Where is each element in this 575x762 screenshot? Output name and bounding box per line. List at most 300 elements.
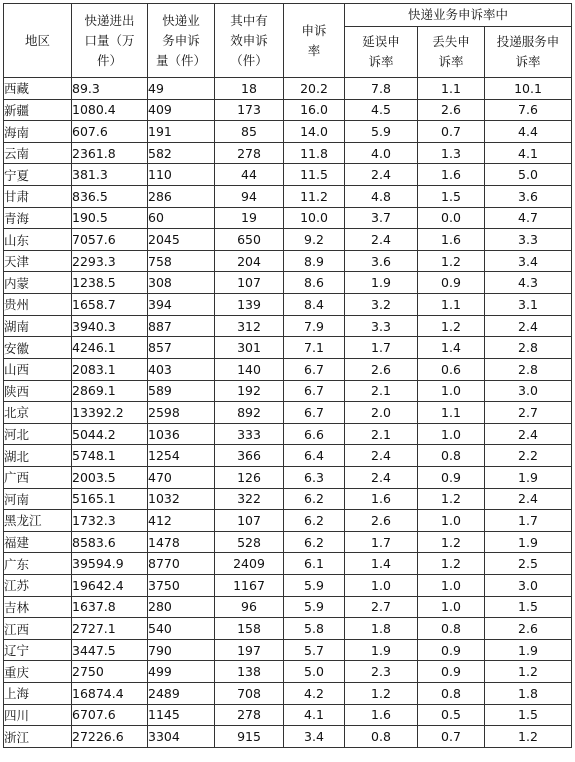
complaint-rate-cell: 6.7 bbox=[284, 402, 345, 424]
complaints-cell: 1036 bbox=[148, 423, 215, 445]
region-cell: 广西 bbox=[4, 466, 72, 488]
complaint-rate-cell: 6.2 bbox=[284, 488, 345, 510]
loss-rate-cell: 1.1 bbox=[418, 78, 485, 100]
loss-rate-cell: 1.0 bbox=[418, 510, 485, 532]
region-cell: 江苏 bbox=[4, 575, 72, 597]
loss-rate-cell: 1.6 bbox=[418, 229, 485, 251]
service-rate-cell: 1.5 bbox=[485, 596, 572, 618]
service-rate-cell: 2.7 bbox=[485, 402, 572, 424]
valid-complaints-cell: 138 bbox=[215, 661, 284, 683]
complaint-rate-cell: 11.8 bbox=[284, 142, 345, 164]
table-row bbox=[4, 358, 572, 380]
delay-rate-cell: 1.9 bbox=[345, 272, 418, 294]
region-cell: 山西 bbox=[4, 358, 72, 380]
valid-complaints-cell: 192 bbox=[215, 380, 284, 402]
header-rate-line-1: 申诉 bbox=[301, 22, 327, 38]
complaint-rate-cell: 7.1 bbox=[284, 337, 345, 359]
loss-rate-cell: 1.6 bbox=[418, 164, 485, 186]
valid-complaints-cell: 44 bbox=[215, 164, 284, 186]
service-rate-cell: 2.2 bbox=[485, 445, 572, 467]
valid-complaints-cell: 204 bbox=[215, 250, 284, 272]
complaint-rate-cell: 14.0 bbox=[284, 121, 345, 143]
table-row bbox=[4, 488, 572, 510]
service-rate-cell: 4.1 bbox=[485, 142, 572, 164]
region-cell: 西藏 bbox=[4, 78, 72, 100]
header-valid-complaints bbox=[215, 4, 284, 78]
table-row bbox=[4, 380, 572, 402]
loss-rate-cell: 1.0 bbox=[418, 380, 485, 402]
valid-complaints-cell: 140 bbox=[215, 358, 284, 380]
service-rate-cell: 1.9 bbox=[485, 466, 572, 488]
header-valid-line-1: 其中有 bbox=[230, 12, 268, 28]
table-row bbox=[4, 510, 572, 532]
table-row bbox=[4, 186, 572, 208]
table-row bbox=[4, 315, 572, 337]
region-cell: 甘肃 bbox=[4, 186, 72, 208]
table-row bbox=[4, 531, 572, 553]
complaints-cell: 49 bbox=[148, 78, 215, 100]
loss-rate-cell: 1.0 bbox=[418, 596, 485, 618]
complaints-cell: 2489 bbox=[148, 683, 215, 705]
header-valid-line-3: （件） bbox=[230, 52, 268, 68]
region-cell: 广东 bbox=[4, 553, 72, 575]
valid-complaints-cell: 915 bbox=[215, 726, 284, 748]
volume-cell: 13392.2 bbox=[72, 402, 148, 424]
volume-cell: 1732.3 bbox=[72, 510, 148, 532]
volume-cell: 89.3 bbox=[72, 78, 148, 100]
complaint-rate-cell: 6.2 bbox=[284, 531, 345, 553]
delay-rate-cell: 2.6 bbox=[345, 358, 418, 380]
table-row bbox=[4, 596, 572, 618]
complaints-cell: 412 bbox=[148, 510, 215, 532]
complaints-cell: 470 bbox=[148, 466, 215, 488]
loss-rate-cell: 0.9 bbox=[418, 272, 485, 294]
service-rate-cell: 3.3 bbox=[485, 229, 572, 251]
service-rate-cell: 4.7 bbox=[485, 207, 572, 229]
volume-cell: 16874.4 bbox=[72, 683, 148, 705]
valid-complaints-cell: 19 bbox=[215, 207, 284, 229]
volume-cell: 1658.7 bbox=[72, 294, 148, 316]
region-cell: 天津 bbox=[4, 250, 72, 272]
valid-complaints-cell: 1167 bbox=[215, 575, 284, 597]
complaints-cell: 1145 bbox=[148, 704, 215, 726]
volume-cell: 5165.1 bbox=[72, 488, 148, 510]
region-cell: 四川 bbox=[4, 704, 72, 726]
complaint-rate-cell: 8.6 bbox=[284, 272, 345, 294]
service-rate-cell: 3.0 bbox=[485, 380, 572, 402]
valid-complaints-cell: 366 bbox=[215, 445, 284, 467]
table-row bbox=[4, 553, 572, 575]
valid-complaints-cell: 312 bbox=[215, 315, 284, 337]
header-service-line-2: 诉率 bbox=[515, 54, 541, 69]
table-row bbox=[4, 726, 572, 748]
service-rate-cell: 1.9 bbox=[485, 531, 572, 553]
valid-complaints-cell: 96 bbox=[215, 596, 284, 618]
volume-cell: 2727.1 bbox=[72, 618, 148, 640]
service-rate-cell: 3.6 bbox=[485, 186, 572, 208]
table-row bbox=[4, 704, 572, 726]
header-volume bbox=[72, 4, 148, 78]
table-row bbox=[4, 207, 572, 229]
complaint-rate-cell: 11.2 bbox=[284, 186, 345, 208]
volume-cell: 5748.1 bbox=[72, 445, 148, 467]
header-service-rate bbox=[485, 27, 572, 78]
delay-rate-cell: 0.8 bbox=[345, 726, 418, 748]
complaints-cell: 286 bbox=[148, 186, 215, 208]
header-complaints-line-3: 量（件） bbox=[155, 52, 206, 68]
complaints-cell: 191 bbox=[148, 121, 215, 143]
loss-rate-cell: 1.5 bbox=[418, 186, 485, 208]
valid-complaints-cell: 892 bbox=[215, 402, 284, 424]
region-cell: 云南 bbox=[4, 142, 72, 164]
complaint-rate-cell: 5.9 bbox=[284, 575, 345, 597]
complaints-cell: 499 bbox=[148, 661, 215, 683]
delay-rate-cell: 2.7 bbox=[345, 596, 418, 618]
complaint-rate-cell: 4.1 bbox=[284, 704, 345, 726]
region-cell: 青海 bbox=[4, 207, 72, 229]
complaint-rate-cell: 10.0 bbox=[284, 207, 345, 229]
volume-cell: 607.6 bbox=[72, 121, 148, 143]
delay-rate-cell: 1.7 bbox=[345, 531, 418, 553]
complaint-rate-cell: 6.6 bbox=[284, 423, 345, 445]
table-row bbox=[4, 683, 572, 705]
table-row bbox=[4, 423, 572, 445]
loss-rate-cell: 2.6 bbox=[418, 99, 485, 121]
volume-cell: 2869.1 bbox=[72, 380, 148, 402]
complaints-cell: 8770 bbox=[148, 553, 215, 575]
complaint-rate-cell: 16.0 bbox=[284, 99, 345, 121]
volume-cell: 190.5 bbox=[72, 207, 148, 229]
loss-rate-cell: 0.9 bbox=[418, 639, 485, 661]
delay-rate-cell: 1.4 bbox=[345, 553, 418, 575]
complaints-cell: 887 bbox=[148, 315, 215, 337]
complaint-rate-cell: 7.9 bbox=[284, 315, 345, 337]
complaints-cell: 394 bbox=[148, 294, 215, 316]
service-rate-cell: 1.8 bbox=[485, 683, 572, 705]
complaints-cell: 2045 bbox=[148, 229, 215, 251]
complaint-rate-cell: 6.7 bbox=[284, 380, 345, 402]
delay-rate-cell: 1.6 bbox=[345, 704, 418, 726]
header-complaint-rate bbox=[284, 4, 345, 78]
complaints-cell: 790 bbox=[148, 639, 215, 661]
region-cell: 黑龙江 bbox=[4, 510, 72, 532]
header-loss-rate bbox=[418, 27, 485, 78]
loss-rate-cell: 0.9 bbox=[418, 466, 485, 488]
complaint-rate-cell: 11.5 bbox=[284, 164, 345, 186]
volume-cell: 2750 bbox=[72, 661, 148, 683]
volume-cell: 2361.8 bbox=[72, 142, 148, 164]
valid-complaints-cell: 94 bbox=[215, 186, 284, 208]
delay-rate-cell: 3.2 bbox=[345, 294, 418, 316]
loss-rate-cell: 0.8 bbox=[418, 683, 485, 705]
table-header bbox=[4, 4, 572, 78]
service-rate-cell: 2.6 bbox=[485, 618, 572, 640]
complaints-cell: 308 bbox=[148, 272, 215, 294]
table-row bbox=[4, 229, 572, 251]
complaints-cell: 60 bbox=[148, 207, 215, 229]
service-rate-cell: 1.2 bbox=[485, 726, 572, 748]
loss-rate-cell: 1.1 bbox=[418, 402, 485, 424]
complaints-cell: 758 bbox=[148, 250, 215, 272]
header-service-line-1: 投递服务申 bbox=[496, 34, 560, 49]
header-complaints bbox=[148, 4, 215, 78]
delay-rate-cell: 1.6 bbox=[345, 488, 418, 510]
delay-rate-cell: 1.8 bbox=[345, 618, 418, 640]
volume-cell: 2003.5 bbox=[72, 466, 148, 488]
header-delay-rate bbox=[345, 27, 418, 78]
complaint-rate-cell: 6.4 bbox=[284, 445, 345, 467]
loss-rate-cell: 1.2 bbox=[418, 488, 485, 510]
header-row-1 bbox=[4, 4, 572, 27]
region-cell: 湖北 bbox=[4, 445, 72, 467]
volume-cell: 27226.6 bbox=[72, 726, 148, 748]
valid-complaints-cell: 197 bbox=[215, 639, 284, 661]
delay-rate-cell: 2.0 bbox=[345, 402, 418, 424]
delay-rate-cell: 5.9 bbox=[345, 121, 418, 143]
service-rate-cell: 4.4 bbox=[485, 121, 572, 143]
volume-cell: 7057.6 bbox=[72, 229, 148, 251]
region-cell: 重庆 bbox=[4, 661, 72, 683]
complaint-rate-cell: 8.9 bbox=[284, 250, 345, 272]
complaints-cell: 1478 bbox=[148, 531, 215, 553]
complaint-rate-cell: 6.7 bbox=[284, 358, 345, 380]
volume-cell: 1637.8 bbox=[72, 596, 148, 618]
region-cell: 福建 bbox=[4, 531, 72, 553]
delay-rate-cell: 2.1 bbox=[345, 423, 418, 445]
complaint-rate-cell: 4.2 bbox=[284, 683, 345, 705]
valid-complaints-cell: 126 bbox=[215, 466, 284, 488]
delay-rate-cell: 2.6 bbox=[345, 510, 418, 532]
loss-rate-cell: 0.8 bbox=[418, 445, 485, 467]
table-row bbox=[4, 78, 572, 100]
service-rate-cell: 2.4 bbox=[485, 315, 572, 337]
service-rate-cell: 2.4 bbox=[485, 423, 572, 445]
volume-cell: 3447.5 bbox=[72, 639, 148, 661]
service-rate-cell: 10.1 bbox=[485, 78, 572, 100]
valid-complaints-cell: 278 bbox=[215, 704, 284, 726]
complaint-rate-cell: 3.4 bbox=[284, 726, 345, 748]
service-rate-cell: 1.5 bbox=[485, 704, 572, 726]
table-row bbox=[4, 445, 572, 467]
header-rate-group: 快递业务申诉率中 bbox=[345, 4, 572, 27]
valid-complaints-cell: 301 bbox=[215, 337, 284, 359]
table-row bbox=[4, 402, 572, 424]
table-row bbox=[4, 250, 572, 272]
header-volume-line-1: 快递进出 bbox=[84, 12, 135, 28]
complaints-cell: 540 bbox=[148, 618, 215, 640]
volume-cell: 2293.3 bbox=[72, 250, 148, 272]
loss-rate-cell: 1.2 bbox=[418, 250, 485, 272]
valid-complaints-cell: 650 bbox=[215, 229, 284, 251]
valid-complaints-cell: 107 bbox=[215, 510, 284, 532]
service-rate-cell: 7.6 bbox=[485, 99, 572, 121]
volume-cell: 1238.5 bbox=[72, 272, 148, 294]
complaints-cell: 3304 bbox=[148, 726, 215, 748]
header-rate-line-2: 率 bbox=[307, 42, 321, 58]
region-cell: 河北 bbox=[4, 423, 72, 445]
header-delay-line-1: 延误申 bbox=[362, 34, 400, 49]
service-rate-cell: 5.0 bbox=[485, 164, 572, 186]
complaint-rate-cell: 5.0 bbox=[284, 661, 345, 683]
valid-complaints-cell: 322 bbox=[215, 488, 284, 510]
header-complaints-line-1: 快递业 bbox=[162, 12, 200, 28]
delay-rate-cell: 4.0 bbox=[345, 142, 418, 164]
region-cell: 新疆 bbox=[4, 99, 72, 121]
volume-cell: 6707.6 bbox=[72, 704, 148, 726]
complaint-rate-table bbox=[3, 3, 572, 748]
complaint-rate-cell: 6.3 bbox=[284, 466, 345, 488]
delay-rate-cell: 2.4 bbox=[345, 445, 418, 467]
table-row bbox=[4, 575, 572, 597]
delay-rate-cell: 3.3 bbox=[345, 315, 418, 337]
header-volume-line-3: 件） bbox=[96, 52, 122, 68]
header-loss-line-1: 丢失申 bbox=[432, 34, 470, 49]
table-body bbox=[4, 78, 572, 748]
delay-rate-cell: 2.3 bbox=[345, 661, 418, 683]
complaints-cell: 1032 bbox=[148, 488, 215, 510]
table-row bbox=[4, 142, 572, 164]
complaint-rate-cell: 5.7 bbox=[284, 639, 345, 661]
region-cell: 内蒙 bbox=[4, 272, 72, 294]
delay-rate-cell: 3.6 bbox=[345, 250, 418, 272]
complaints-cell: 857 bbox=[148, 337, 215, 359]
volume-cell: 5044.2 bbox=[72, 423, 148, 445]
volume-cell: 3940.3 bbox=[72, 315, 148, 337]
loss-rate-cell: 0.5 bbox=[418, 704, 485, 726]
loss-rate-cell: 0.9 bbox=[418, 661, 485, 683]
valid-complaints-cell: 278 bbox=[215, 142, 284, 164]
region-cell: 宁夏 bbox=[4, 164, 72, 186]
loss-rate-cell: 1.1 bbox=[418, 294, 485, 316]
complaints-cell: 2598 bbox=[148, 402, 215, 424]
valid-complaints-cell: 708 bbox=[215, 683, 284, 705]
loss-rate-cell: 0.6 bbox=[418, 358, 485, 380]
volume-cell: 39594.9 bbox=[72, 553, 148, 575]
complaints-cell: 3750 bbox=[148, 575, 215, 597]
table-row bbox=[4, 272, 572, 294]
service-rate-cell: 2.8 bbox=[485, 358, 572, 380]
volume-cell: 1080.4 bbox=[72, 99, 148, 121]
region-cell: 山东 bbox=[4, 229, 72, 251]
complaints-cell: 409 bbox=[148, 99, 215, 121]
delay-rate-cell: 7.8 bbox=[345, 78, 418, 100]
table-row bbox=[4, 466, 572, 488]
loss-rate-cell: 0.8 bbox=[418, 618, 485, 640]
valid-complaints-cell: 528 bbox=[215, 531, 284, 553]
service-rate-cell: 3.1 bbox=[485, 294, 572, 316]
complaint-rate-cell: 8.4 bbox=[284, 294, 345, 316]
table-row bbox=[4, 661, 572, 683]
region-cell: 海南 bbox=[4, 121, 72, 143]
service-rate-cell: 1.9 bbox=[485, 639, 572, 661]
volume-cell: 836.5 bbox=[72, 186, 148, 208]
region-cell: 辽宁 bbox=[4, 639, 72, 661]
complaints-cell: 110 bbox=[148, 164, 215, 186]
complaints-cell: 1254 bbox=[148, 445, 215, 467]
service-rate-cell: 1.7 bbox=[485, 510, 572, 532]
loss-rate-cell: 1.2 bbox=[418, 553, 485, 575]
header-volume-line-2: 口量（万 bbox=[84, 32, 135, 48]
service-rate-cell: 2.4 bbox=[485, 488, 572, 510]
delay-rate-cell: 1.2 bbox=[345, 683, 418, 705]
loss-rate-cell: 0.7 bbox=[418, 726, 485, 748]
complaints-cell: 582 bbox=[148, 142, 215, 164]
delay-rate-cell: 2.4 bbox=[345, 164, 418, 186]
loss-rate-cell: 1.0 bbox=[418, 575, 485, 597]
service-rate-cell: 3.0 bbox=[485, 575, 572, 597]
region-cell: 陕西 bbox=[4, 380, 72, 402]
complaint-rate-cell: 9.2 bbox=[284, 229, 345, 251]
volume-cell: 381.3 bbox=[72, 164, 148, 186]
delay-rate-cell: 1.0 bbox=[345, 575, 418, 597]
header-loss-line-2: 诉率 bbox=[438, 54, 464, 69]
delay-rate-cell: 2.1 bbox=[345, 380, 418, 402]
loss-rate-cell: 0.0 bbox=[418, 207, 485, 229]
header-complaints-line-2: 务申诉 bbox=[162, 32, 200, 48]
volume-cell: 19642.4 bbox=[72, 575, 148, 597]
complaints-cell: 589 bbox=[148, 380, 215, 402]
complaint-rate-cell: 20.2 bbox=[284, 78, 345, 100]
loss-rate-cell: 1.2 bbox=[418, 531, 485, 553]
region-cell: 北京 bbox=[4, 402, 72, 424]
service-rate-cell: 2.8 bbox=[485, 337, 572, 359]
service-rate-cell: 1.2 bbox=[485, 661, 572, 683]
complaint-rate-cell: 5.9 bbox=[284, 596, 345, 618]
loss-rate-cell: 0.7 bbox=[418, 121, 485, 143]
delay-rate-cell: 4.5 bbox=[345, 99, 418, 121]
region-cell: 吉林 bbox=[4, 596, 72, 618]
table-row bbox=[4, 337, 572, 359]
volume-cell: 8583.6 bbox=[72, 531, 148, 553]
delay-rate-cell: 2.4 bbox=[345, 229, 418, 251]
valid-complaints-cell: 107 bbox=[215, 272, 284, 294]
region-cell: 浙江 bbox=[4, 726, 72, 748]
service-rate-cell: 3.4 bbox=[485, 250, 572, 272]
header-valid-line-2: 效申诉 bbox=[230, 32, 268, 48]
valid-complaints-cell: 85 bbox=[215, 121, 284, 143]
table-row bbox=[4, 164, 572, 186]
loss-rate-cell: 1.2 bbox=[418, 315, 485, 337]
complaint-rate-cell: 6.2 bbox=[284, 510, 345, 532]
table-row bbox=[4, 639, 572, 661]
complaints-cell: 280 bbox=[148, 596, 215, 618]
delay-rate-cell: 4.8 bbox=[345, 186, 418, 208]
loss-rate-cell: 1.3 bbox=[418, 142, 485, 164]
delay-rate-cell: 3.7 bbox=[345, 207, 418, 229]
delay-rate-cell: 1.9 bbox=[345, 639, 418, 661]
complaint-rate-cell: 6.1 bbox=[284, 553, 345, 575]
header-delay-line-2: 诉率 bbox=[368, 54, 394, 69]
region-cell: 江西 bbox=[4, 618, 72, 640]
table-row bbox=[4, 294, 572, 316]
region-cell: 河南 bbox=[4, 488, 72, 510]
valid-complaints-cell: 333 bbox=[215, 423, 284, 445]
service-rate-cell: 2.5 bbox=[485, 553, 572, 575]
valid-complaints-cell: 158 bbox=[215, 618, 284, 640]
table-container bbox=[3, 3, 572, 748]
region-cell: 上海 bbox=[4, 683, 72, 705]
valid-complaints-cell: 139 bbox=[215, 294, 284, 316]
header-region: 地区 bbox=[4, 4, 72, 78]
complaints-cell: 403 bbox=[148, 358, 215, 380]
region-cell: 安徽 bbox=[4, 337, 72, 359]
valid-complaints-cell: 173 bbox=[215, 99, 284, 121]
loss-rate-cell: 1.4 bbox=[418, 337, 485, 359]
delay-rate-cell: 2.4 bbox=[345, 466, 418, 488]
region-cell: 湖南 bbox=[4, 315, 72, 337]
delay-rate-cell: 1.7 bbox=[345, 337, 418, 359]
table-row bbox=[4, 121, 572, 143]
